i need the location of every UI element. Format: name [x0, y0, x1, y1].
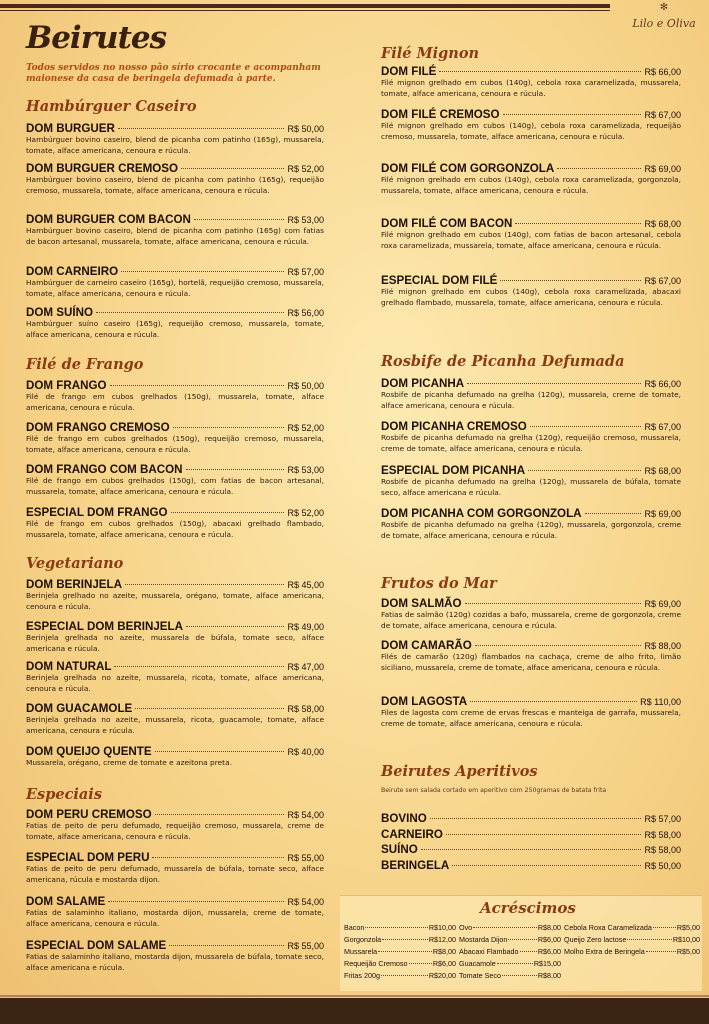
intro-text: Todos servidos no nosso pão sírio crocante e acompanham maionese da casa de beringela defumada à parte. [26, 63, 321, 84]
acrescimo-name: Mussarela [344, 947, 378, 956]
menu-item-price: R$ 54,00 [287, 810, 324, 820]
acrescimos-title: Acréscimos [480, 899, 576, 917]
acrescimo-item [344, 971, 456, 983]
leader-dots [378, 951, 432, 952]
leader-dots [508, 939, 536, 940]
leader-dots [181, 168, 284, 169]
section-title: Vegetariano [26, 555, 124, 572]
menu-item [26, 702, 324, 736]
section-title: Hambúrguer Caseiro [26, 98, 197, 115]
menu-item-description: Rosbife de picanha defumado na grelha (120g), mussarela de búfala, tomate seco, alface americana e rúcula. [381, 477, 681, 497]
section-title: Beirutes Aperitivos [381, 763, 538, 780]
logo-text: Lilo e Oliva [632, 17, 696, 30]
menu-item-price: R$ 53,00 [287, 465, 324, 475]
menu-item [26, 162, 324, 196]
menu-item-description: Files de lagosta com creme de ervas frescas e manteiga de garrafa, mussarela, creme de tomate, alface americana, cenoura e rúcula. [381, 708, 681, 728]
menu-item-line [26, 578, 324, 591]
leader-dots [530, 426, 642, 427]
leader-dots [365, 927, 427, 928]
menu-item-description: Filé de frango em cubos grelhados (150g), com fatias de bacon artesanal, mussarela, tomate, alface americana, cenoura e rúcula. [26, 476, 324, 496]
menu-item-description: Filé mignon grelhado em cubos (140g), cebola roxa caramelizada, gorgonzola, mussarela, tomate, alface americana, cenoura e rúcula. [381, 175, 681, 195]
footer-stripe [0, 995, 709, 997]
leader-dots [557, 168, 641, 169]
menu-item [381, 217, 681, 251]
acrescimo-price: R$10,00 [672, 935, 700, 944]
menu-item [26, 745, 324, 769]
acrescimo-item [564, 947, 700, 959]
acrescimo-item [459, 923, 561, 935]
aperitivo-line [381, 859, 681, 872]
menu-item [381, 507, 681, 541]
menu-item-price: R$ 69,00 [644, 509, 681, 519]
menu-item-name: DOM SALMÃO [381, 597, 462, 610]
leader-dots [110, 385, 285, 386]
leader-dots [467, 383, 641, 384]
menu-item-line [26, 421, 324, 434]
acrescimo-price: R$8,00 [537, 971, 561, 980]
menu-item-name: DOM FILÉ CREMOSO [381, 108, 500, 121]
acrescimo-price: R$8,00 [432, 947, 456, 956]
menu-item-description: Berinjela grelhado no azeite, mussarela, orégano, tomate, alface americana, cenoura e rúcula. [26, 591, 324, 611]
menu-item-line [26, 265, 324, 278]
menu-item-name: ESPECIAL DOM BERINJELA [26, 620, 183, 633]
menu-item-name: DOM PICANHA [381, 377, 465, 390]
acrescimos-column [344, 923, 456, 983]
menu-item-name: DOM FILÉ [381, 65, 437, 78]
menu-item-name: DOM CAMARÃO [381, 639, 472, 652]
menu-item-name: ESPECIAL DOM PICANHA [381, 464, 526, 477]
menu-item-description: Hambúrguer bovino caseiro, blend de picanha com patinho (165g) com fatias de bacon artesanal, mussarela, tomate, alface americana, cenoura e rúcula. [26, 226, 324, 246]
acrescimo-name: Molho Extra de Beringela [564, 947, 645, 956]
menu-item [381, 639, 681, 673]
leader-dots [381, 975, 428, 976]
menu-item-line [381, 639, 681, 652]
menu-item [26, 939, 324, 973]
menu-item [26, 379, 324, 413]
menu-item [381, 695, 681, 729]
leader-dots [475, 645, 642, 646]
menu-item-price: R$ 67,00 [644, 276, 681, 286]
menu-item-name: DOM NATURAL [26, 660, 112, 673]
menu-item-line [381, 377, 681, 390]
leader-dots [585, 513, 642, 514]
leader-dots [121, 271, 284, 272]
menu-item [381, 420, 681, 454]
section-title: Rosbife de Picanha Defumada [381, 353, 625, 370]
leader-dots [382, 939, 428, 940]
restaurant-logo [622, 2, 706, 40]
leader-dots [96, 312, 284, 313]
menu-item-price: R$ 52,00 [287, 423, 324, 433]
menu-item-line [381, 162, 681, 175]
menu-item-line [26, 506, 324, 519]
menu-item-line [381, 108, 681, 121]
menu-item [381, 65, 681, 99]
menu-item-description: Rosbife de picanha defumado na grelha (120g), mussarela, gorgonzola, creme de tomate, alface americana, cenoura e rúcula. [381, 520, 681, 540]
acrescimo-price: R$6,00 [432, 959, 456, 968]
acrescimo-name: Bacon [344, 923, 365, 932]
acrescimo-item [459, 935, 561, 947]
menu-item-price: R$ 58,00 [287, 704, 324, 714]
leader-dots [500, 280, 641, 281]
menu-item-price: R$ 55,00 [287, 941, 324, 951]
menu-item-description: Fatias de salaminho italiano, mostarda dijon, mussarela de búfala, tomate seco, alface americana e rúcula. [26, 952, 324, 972]
menu-item-name: ESPECIAL DOM FILÉ [381, 274, 498, 287]
menu-item [381, 464, 681, 498]
menu-item-price: R$ 50,00 [287, 124, 324, 134]
leader-dots [118, 128, 285, 129]
menu-item [381, 377, 681, 411]
menu-item-price: R$ 69,00 [644, 164, 681, 174]
menu-item-line [26, 122, 324, 135]
menu-item [26, 463, 324, 497]
acrescimo-name: Tomate Seco [459, 971, 501, 980]
menu-item-price: R$ 68,00 [644, 466, 681, 476]
menu-item-name: DOM FILÉ COM GORGONZOLA [381, 162, 555, 175]
menu-item-name: DOM BURGUER CREMOSO [26, 162, 179, 175]
leader-dots [125, 584, 284, 585]
page-title: Beirutes [26, 20, 167, 56]
menu-item-name: ESPECIAL DOM FRANGO [26, 506, 168, 519]
top-rule [0, 4, 610, 8]
acrescimo-item [459, 947, 561, 959]
menu-item-name: DOM BURGUER COM BACON [26, 213, 191, 226]
menu-item-description: Fatias de peito de peru defumado, requeijão cremoso, mussarela, creme de tomate, alface americana, cenoura e rúcula. [26, 821, 324, 841]
leader-dots [114, 666, 284, 667]
footer-bar [0, 998, 709, 1024]
menu-item-name: DOM BERINJELA [26, 578, 122, 591]
menu-item-price: R$ 52,00 [287, 508, 324, 518]
menu-item-price: R$ 66,00 [644, 67, 681, 77]
leader-dots [503, 114, 642, 115]
menu-item-price: R$ 57,00 [287, 267, 324, 277]
aperitivo-name: BOVINO [381, 812, 427, 825]
acrescimo-item [459, 971, 561, 983]
menu-item-name: DOM FILÉ COM BACON [381, 217, 513, 230]
menu-item-description: Filé mignon grelhado em cubos (140g), cebola roxa caramelizada, abacaxi grelhado flambado, mussarela, tomate, alface americana, cenoura e rúcula. [381, 287, 681, 307]
menu-item-name: ESPECIAL DOM PERU [26, 851, 150, 864]
leader-dots [465, 603, 642, 604]
menu-item-price: R$ 69,00 [644, 599, 681, 609]
menu-item-description: Hambúrguer bovino caseiro, blend de picanha com patinho (165g), requeijão cremoso, mussarela, tomate, alface americana, cenoura e rúcula. [26, 175, 324, 195]
acrescimo-item [564, 935, 700, 947]
leader-dots [186, 626, 285, 627]
section-title: Filé Mignon [381, 45, 480, 62]
acrescimo-price: R$8,00 [537, 923, 561, 932]
menu-item-price: R$ 67,00 [644, 110, 681, 120]
acrescimo-name: Guacamole [459, 959, 496, 968]
acrescimo-price: R$5,00 [676, 947, 700, 956]
menu-item-price: R$ 49,00 [287, 622, 324, 632]
menu-item-name: DOM CARNEIRO [26, 265, 119, 278]
leader-dots [155, 751, 285, 752]
menu-item-price: R$ 66,00 [644, 379, 681, 389]
menu-item-price: R$ 47,00 [287, 662, 324, 672]
menu-item-description: Filé de frango em cubos grelhados (150g), mussarela, tomate, alface americana, cenoura e rúcula. [26, 392, 324, 412]
acrescimo-price: R$6,00 [537, 935, 561, 944]
aperitivo-item [381, 859, 681, 872]
acrescimo-item [344, 959, 456, 971]
leader-dots [446, 834, 642, 835]
leader-dots [520, 951, 537, 952]
menu-item-name: DOM PICANHA CREMOSO [381, 420, 527, 433]
menu-item-name: DOM GUACAMOLE [26, 702, 133, 715]
acrescimo-name: Ovo [459, 923, 473, 932]
menu-item [26, 895, 324, 929]
acrescimo-price: R$12,00 [428, 935, 456, 944]
menu-item-price: R$ 52,00 [287, 164, 324, 174]
menu-item [26, 578, 324, 612]
acrescimo-item [344, 947, 456, 959]
acrescimo-price: R$20,00 [428, 971, 456, 980]
menu-item-description: Rosbife de picanha defumado na grelha (120g), mussarela, creme de tomate, alface americana, cenoura e rúcula. [381, 390, 681, 410]
menu-item-line [26, 463, 324, 476]
leader-dots [470, 701, 637, 702]
leader-dots [528, 470, 641, 471]
section-subtitle: Beirute sem salada cortado em aperitivo com 250gramas de batata frita [381, 787, 607, 794]
menu-item-name: ESPECIAL DOM SALAME [26, 939, 167, 952]
menu-item-line [26, 379, 324, 392]
leader-dots [421, 849, 642, 850]
leader-dots [439, 71, 641, 72]
menu-item [26, 421, 324, 455]
menu-item-name: DOM PICANHA COM GORGONZOLA [381, 507, 582, 520]
acrescimo-price: R$5,00 [676, 923, 700, 932]
aperitivo-name: CARNEIRO [381, 828, 443, 841]
menu-item-description: Mussarela, orégano, creme de tomate e azeitona preta. [26, 758, 232, 767]
aperitivo-price: R$ 58,00 [644, 845, 681, 855]
menu-item-line [26, 851, 324, 864]
acrescimos-column [564, 923, 700, 959]
menu-item-description: Hambúrguer suíno caseiro (165g), requeijão cremoso, mussarela, tomate, alface americana, cenoura e rúcula. [26, 319, 324, 339]
menu-item-name: DOM SUÍNO [26, 306, 93, 319]
leader-dots [515, 223, 641, 224]
menu-item-line [26, 213, 324, 226]
menu-item-line [26, 808, 324, 821]
menu-item-line [381, 65, 681, 78]
menu-item-line [26, 306, 324, 319]
menu-item-line [381, 420, 681, 433]
leader-dots [135, 708, 284, 709]
menu-item-name: DOM PERU CREMOSO [26, 808, 152, 821]
acrescimos-column [459, 923, 561, 983]
section-title: Especiais [26, 786, 102, 803]
menu-item-name: DOM QUEIJO QUENTE [26, 745, 152, 758]
menu-item-line [381, 217, 681, 230]
aperitivo-price: R$ 57,00 [644, 814, 681, 824]
menu-item [381, 162, 681, 196]
menu-item-name: DOM FRANGO [26, 379, 107, 392]
acrescimo-price: R$6,00 [537, 947, 561, 956]
menu-item-description: Filé mignon grelhado em cubos (140g), com fatias de bacon artesanal, cebola roxa caramelizada, mussarela, tomate, alface americana, cenoura e rúcula. [381, 230, 681, 250]
logo-mark-icon: ✻ [659, 2, 669, 13]
menu-item [26, 306, 324, 340]
menu-item-price: R$ 55,00 [287, 853, 324, 863]
aperitivo-item [381, 812, 681, 825]
menu-item-description: Filé mignon grelhado em cubos (140g), cebola roxa caramelizada, mussarela, tomate, alface americana, cenoura e rúcula. [381, 78, 681, 98]
menu-item-price: R$ 67,00 [644, 422, 681, 432]
menu-item-price: R$ 54,00 [287, 897, 324, 907]
leader-dots [186, 469, 285, 470]
aperitivo-price: R$ 58,00 [644, 830, 681, 840]
menu-item-name: DOM SALAME [26, 895, 106, 908]
menu-item-line [26, 895, 324, 908]
leader-dots [502, 975, 537, 976]
menu-item-line [381, 274, 681, 287]
menu-item-price: R$ 45,00 [287, 580, 324, 590]
acrescimo-price: R$10,00 [428, 923, 456, 932]
menu-item-name: DOM BURGUER [26, 122, 115, 135]
menu-item-name: DOM FRANGO CREMOSO [26, 421, 170, 434]
menu-item-line [26, 745, 324, 758]
leader-dots [430, 818, 642, 819]
menu-item-price: R$ 88,00 [644, 641, 681, 651]
acrescimo-item [459, 959, 561, 971]
menu-item-description: Hambúrguer bovino caseiro, blend de picanha com patinho (165g), mussarela, tomate, alface americana, cenoura e rúcula. [26, 135, 324, 155]
menu-item-description: Hambúrguer de carneiro caseiro (165g), hortelã, requeijão cremoso, mussarela, tomate, alface americana, cenoura e rúcula. [26, 278, 324, 298]
menu-item [381, 274, 681, 308]
aperitivo-name: BERINGELA [381, 859, 450, 872]
menu-item-description: Fatias de salmão (120g) cozidas a bafo, mussarela, creme de gorgonzola, creme de tomate, alface americana, cenoura e rúcula. [381, 610, 681, 630]
menu-item-description: Rosbife de picanha defumado na grelha (120g), requeijão cremoso, mussarela, creme de tomate, alface americana, cenoura e rúcula. [381, 433, 681, 453]
menu-item-line [26, 702, 324, 715]
menu-item-description: Berinjela grelhada no azeite, mussarela de búfala, tomate seco, alface americana e rúcula. [26, 633, 324, 653]
leader-dots [108, 901, 284, 902]
menu-item-line [26, 660, 324, 673]
menu-item-name: DOM LAGOSTA [381, 695, 468, 708]
leader-dots [653, 927, 676, 928]
acrescimo-name: Requeijão Cremoso [344, 959, 408, 968]
acrescimo-item [344, 935, 456, 947]
leader-dots [497, 963, 533, 964]
acrescimo-item [564, 923, 700, 935]
menu-item-line [381, 507, 681, 520]
top-rule-thin [0, 10, 610, 11]
leader-dots [409, 963, 432, 964]
menu-item-name: DOM FRANGO COM BACON [26, 463, 183, 476]
menu-item [26, 213, 324, 247]
menu-item-description: Filé de frango em cubos grelhados (150g), requeijão cremoso, mussarela, tomate, alface americana, cenoura e rúcula. [26, 434, 324, 454]
menu-item [26, 660, 324, 694]
leader-dots [152, 857, 284, 858]
aperitivo-price: R$ 50,00 [644, 861, 681, 871]
leader-dots [155, 814, 285, 815]
acrescimo-item [344, 923, 456, 935]
menu-item-line [381, 695, 681, 708]
leader-dots [473, 927, 537, 928]
acrescimo-name: Cebola Roxa Caramelizada [564, 923, 652, 932]
aperitivo-line [381, 812, 681, 825]
menu-item-line [26, 939, 324, 952]
menu-item-description: Filé de frango em cubos grelhados (150g), abacaxi grelhado flambado, mussarela, tomate, alface americana, cenoura e rúcula. [26, 519, 324, 539]
leader-dots [452, 865, 641, 866]
aperitivo-item [381, 843, 681, 856]
leader-dots [646, 951, 676, 952]
leader-dots [194, 219, 285, 220]
menu-item [26, 620, 324, 654]
menu-item-price: R$ 53,00 [287, 215, 324, 225]
aperitivo-name: SUÍNO [381, 843, 418, 856]
menu-item-price: R$ 68,00 [644, 219, 681, 229]
menu-item [381, 108, 681, 142]
acrescimo-name: Fritas 200g [344, 971, 380, 980]
menu-item-description: Filés de camarão (120g) flambados na cachaça, creme de alho frito, limão siciliano, mussarela, creme de tomate, alface americana, cenoura e rúcula. [381, 652, 681, 672]
menu-item-line [26, 162, 324, 175]
aperitivo-line [381, 828, 681, 841]
aperitivo-line [381, 843, 681, 856]
acrescimo-name: Mostarda Dijon [459, 935, 508, 944]
menu-item-description: Berinjela grelhada no azeite, mussarela, ricota, tomate, alface americana, cenoura e rúcula. [26, 673, 324, 693]
menu-item [26, 506, 324, 540]
menu-item [26, 851, 324, 885]
menu-item-line [381, 464, 681, 477]
aperitivo-item [381, 828, 681, 841]
acrescimo-price: R$15,00 [533, 959, 561, 968]
menu-item-price: R$ 56,00 [287, 308, 324, 318]
leader-dots [173, 427, 285, 428]
menu-item [26, 122, 324, 156]
menu-item [381, 597, 681, 631]
menu-item-description: Berinjela grelhada no azeite, mussarela, ricota, guacamole, tomate, alface americana, cenoura e rúcula. [26, 715, 324, 735]
acrescimo-name: Gorgonzola [344, 935, 382, 944]
menu-item-price: R$ 40,00 [287, 747, 324, 757]
menu-item-line [26, 620, 324, 633]
menu-item-description: Fatias de peito de peru defumado, mussarela de búfala, tomate seco, alface americana, rúcula e mostarda dijon. [26, 864, 324, 884]
leader-dots [169, 945, 284, 946]
leader-dots [627, 939, 671, 940]
menu-item-description: Filé mignon grelhado em cubos (140g), cebola roxa caramelizada, requeijão cremoso, mussarela, tomate, alface americana, cenoura e rúcula. [381, 121, 681, 141]
menu-item [26, 808, 324, 842]
menu-item-line [381, 597, 681, 610]
menu-item [26, 265, 324, 299]
leader-dots [171, 512, 285, 513]
acrescimo-name: Abacaxi Flambado [459, 947, 519, 956]
section-title: Frutos do Mar [381, 575, 497, 592]
acrescimo-name: Queijo Zero lactose [564, 935, 627, 944]
menu-item-price: R$ 110,00 [640, 697, 681, 707]
menu-item-description: Fatias de salaminho italiano, mostarda dijon, mussarela, creme de tomate, alface americana, cenoura e rúcula. [26, 908, 324, 928]
menu-item-price: R$ 50,00 [287, 381, 324, 391]
section-title: Filé de Frango [26, 356, 144, 373]
